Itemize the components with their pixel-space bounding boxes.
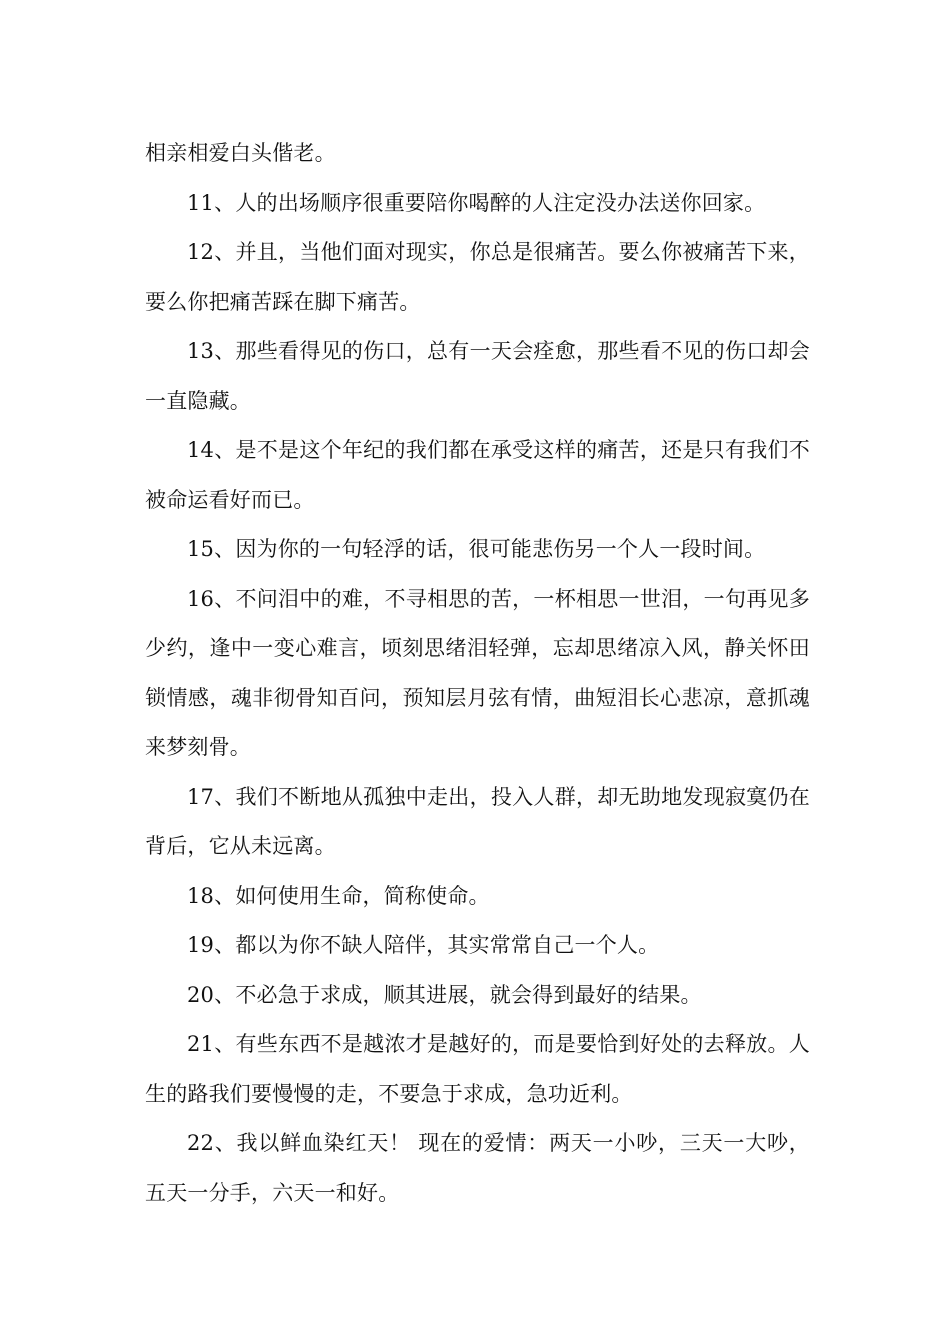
paragraph-21: 21、有些东西不是越浓才是越好的，而是要恰到好处的去释放。人生的路我们要慢慢的走，不要急于求成，急功近利。 xyxy=(145,1032,810,1106)
paragraph-20: 20、不必急于求成，顺其进展，就会得到最好的结果。 xyxy=(187,982,702,1007)
document-body xyxy=(145,129,810,1218)
paragraph-15: 15、因为你的一句轻浮的话，很可能悲伤另一个人一段时间。 xyxy=(187,537,766,561)
paragraph-11: 11、人的出场顺序很重要陪你喝醉的人注定没办法送你回家。 xyxy=(187,190,766,215)
paragraph-16: 16、不问泪中的难，不寻相思的苦，一杯相思一世泪，一句再见多少约，逢中一变心难言，顷刻思绪泪轻弹，忘却思绪凉入风，静关怀田锁情感，魂非彻骨知百问，预知层月弦有情，曲短泪长心悲凉，意抓魂来梦刻骨。 xyxy=(145,586,810,759)
paragraph-continuation: 相亲相爱白头偕老。 xyxy=(145,141,336,165)
paragraph-22: 22、我以鲜血染红天！ 现在的爱情：两天一小吵，三天一大吵，五天一分手，六天一和好。 xyxy=(145,1131,810,1205)
paragraph-19: 19、都以为你不缺人陪伴，其实常常自己一个人。 xyxy=(187,933,660,957)
paragraph-13: 13、那些看得见的伤口，总有一天会痊愈，那些看不见的伤口却会一直隐藏。 xyxy=(145,339,810,413)
paragraph-18: 18、如何使用生命，简称使命。 xyxy=(187,883,490,908)
paragraph-12: 12、并且，当他们面对现实，你总是很痛苦。要么你被痛苦下来，要么你把痛苦踩在脚下痛苦。 xyxy=(145,240,810,314)
paragraph-17: 17、我们不断地从孤独中走出，投入人群，却无助地发现寂寞仍在背后，它从未远离。 xyxy=(145,784,810,858)
paragraph-14: 14、是不是这个年纪的我们都在承受这样的痛苦，还是只有我们不被命运看好而已。 xyxy=(145,438,810,512)
